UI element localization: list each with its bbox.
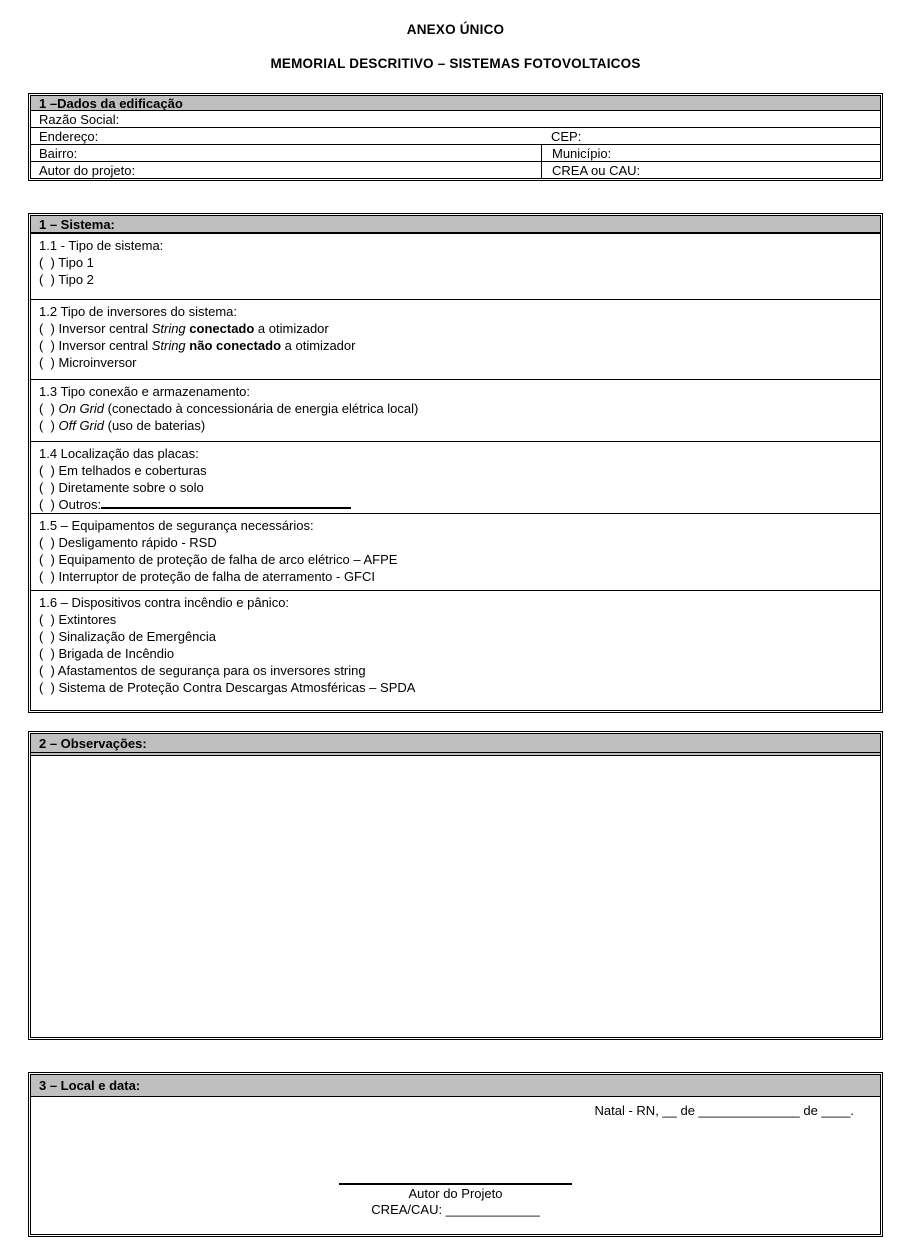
sistema-table — [28, 213, 883, 713]
outros-fill-line — [101, 496, 351, 509]
bairro-field: Bairro: — [39, 145, 78, 161]
section-dispositivos-incendio — [31, 590, 880, 711]
section-title: 1.5 – Equipamentos de segurança necessários: — [39, 518, 314, 533]
table-row — [31, 111, 880, 128]
table-row — [31, 145, 880, 162]
checkbox-option: ( ) Inversor central String conectado a otimizador — [39, 321, 329, 336]
checkbox-option: ( ) Sinalização de Emergência — [39, 629, 217, 644]
sistema-header: 1 – Sistema: — [31, 216, 880, 233]
signature-registry-line: CREA/CAU: _____________ — [371, 1202, 540, 1217]
checkbox-option: ( ) Tipo 2 — [39, 272, 94, 287]
section-title: 1.6 – Dispositivos contra incêndio e pânico: — [39, 595, 290, 610]
outros-label: ( ) Outros: — [39, 497, 102, 512]
checkbox-option: ( ) Off Grid (uso de baterias) — [39, 418, 206, 433]
checkbox-option: ( ) Sistema de Proteção Contra Descargas Atmosféricas – SPDA — [39, 680, 416, 695]
checkbox-option: ( ) Interruptor de proteção de falha de aterramento - GFCI — [39, 569, 375, 584]
municipio-field: Município: — [541, 145, 880, 161]
section-tipo-de-sistema — [31, 233, 880, 299]
checkbox-option: ( ) Tipo 1 — [39, 255, 94, 270]
section-title: 1.1 - Tipo de sistema: — [39, 238, 164, 253]
signature-rule — [339, 1183, 572, 1185]
section-title: 1.4 Localização das placas: — [39, 446, 199, 461]
local-data-table — [28, 1072, 883, 1237]
razao-social-field: Razão Social: — [39, 111, 120, 127]
checkbox-option: ( ) On Grid (conectado à concessionária de energia elétrica local) — [39, 401, 419, 416]
checkbox-option: ( ) Em telhados e coberturas — [39, 463, 207, 478]
observacoes-table — [28, 731, 883, 1040]
checkbox-option: ( ) Extintores — [39, 612, 117, 627]
cep-field: CEP: — [551, 128, 582, 144]
checkbox-option: ( ) Inversor central String não conectado a otimizador — [39, 338, 356, 353]
date-fill-line: Natal - RN, __ de ______________ de ____. — [594, 1103, 854, 1118]
crea-cau-field: CREA ou CAU: — [541, 162, 880, 178]
page-subtitle: MEMORIAL DESCRITIVO – SISTEMAS FOTOVOLTAICOS — [270, 56, 641, 71]
local-data-header: 3 – Local e data: — [31, 1075, 880, 1097]
section-equipamentos-seguranca — [31, 513, 880, 590]
dados-edificacao-header: 1 –Dados da edificação — [31, 96, 880, 111]
checkbox-option: ( ) Microinversor — [39, 355, 137, 370]
signature-role-label: Autor do Projeto — [408, 1186, 503, 1201]
observacoes-empty-box — [31, 756, 880, 1040]
section-tipo-inversores — [31, 299, 880, 379]
checkbox-option-outros — [39, 496, 880, 513]
section-localizacao-placas — [31, 441, 880, 513]
section-conexao-armazenamento — [31, 379, 880, 441]
table-row — [31, 128, 880, 145]
autor-projeto-field: Autor do projeto: — [39, 162, 136, 178]
endereco-field: Endereço: — [39, 128, 99, 144]
checkbox-option: ( ) Afastamentos de segurança para os inversores string — [39, 663, 366, 678]
observacoes-header: 2 – Observações: — [31, 734, 880, 756]
page-title: ANEXO ÚNICO — [406, 22, 505, 37]
local-data-body — [31, 1097, 880, 1234]
checkbox-option: ( ) Desligamento rápido - RSD — [39, 535, 217, 550]
checkbox-option: ( ) Diretamente sobre o solo — [39, 480, 204, 495]
section-title: 1.2 Tipo de inversores do sistema: — [39, 304, 237, 319]
checkbox-option: ( ) Equipamento de proteção de falha de arco elétrico – AFPE — [39, 552, 398, 567]
table-row — [31, 162, 880, 178]
checkbox-option: ( ) Brigada de Incêndio — [39, 646, 175, 661]
section-title: 1.3 Tipo conexão e armazenamento: — [39, 384, 251, 399]
signature-block — [31, 1183, 880, 1218]
dados-edificacao-table — [28, 93, 883, 181]
